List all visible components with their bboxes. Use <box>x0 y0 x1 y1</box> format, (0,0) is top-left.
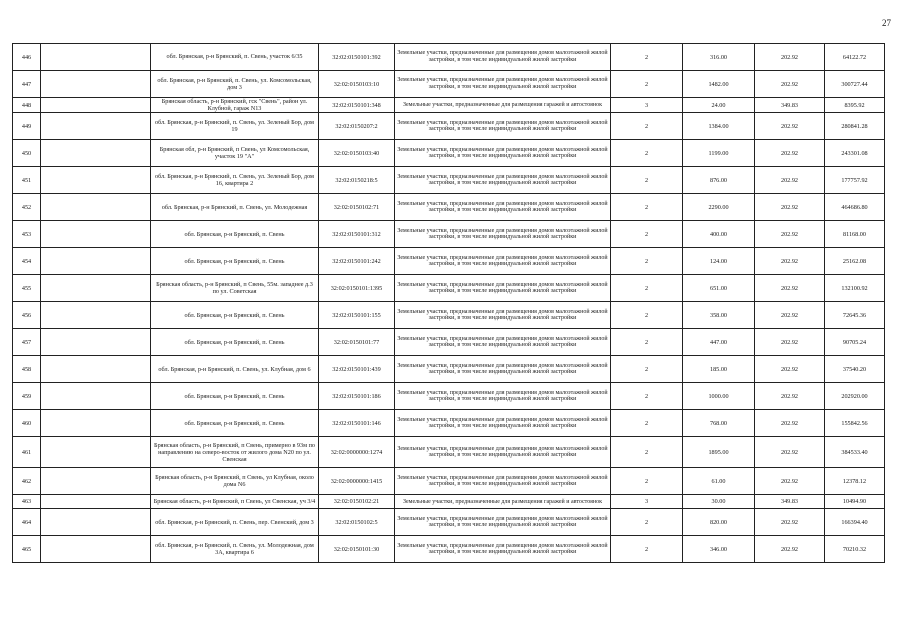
cadastral-value-cell: 70210.32 <box>825 536 885 563</box>
cadastral-value-cell: 202920.00 <box>825 383 885 410</box>
spacer-cell <box>41 509 151 536</box>
land-use-cell: Земельные участки, предназначенные для размещения домов малоэтажной жилой застройки, в том числе индивидуальной жилой застройки <box>395 275 611 302</box>
group-cell: 2 <box>611 44 683 71</box>
spacer-cell <box>41 356 151 383</box>
address-cell: обл. Брянская, р-н Брянский, п. Свень <box>151 383 319 410</box>
group-cell: 2 <box>611 509 683 536</box>
area-cell: 651.00 <box>683 275 755 302</box>
row-number-cell: 452 <box>13 194 41 221</box>
area-cell: 447.00 <box>683 329 755 356</box>
table-row <box>13 536 885 563</box>
group-cell: 3 <box>611 495 683 509</box>
row-number-cell: 453 <box>13 221 41 248</box>
spacer-cell <box>41 437 151 468</box>
land-use-cell: Земельные участки, предназначенные для размещения домов малоэтажной жилой застройки, в том числе индивидуальной жилой застройки <box>395 248 611 275</box>
land-use-cell: Земельные участки, предназначенные для размещения домов малоэтажной жилой застройки, в том числе индивидуальной жилой застройки <box>395 383 611 410</box>
land-use-cell: Земельные участки, предназначенные для размещения гаражей и автостоянок <box>395 495 611 509</box>
address-cell: обл. Брянская, р-н Брянский, п. Свень, пер. Свенский, дом 3 <box>151 509 319 536</box>
rate-cell: 202.92 <box>755 113 825 140</box>
cadastral-value-cell: 280841.28 <box>825 113 885 140</box>
area-cell: 61.00 <box>683 468 755 495</box>
spacer-cell <box>41 167 151 194</box>
land-use-cell: Земельные участки, предназначенные для размещения домов малоэтажной жилой застройки, в том числе индивидуальной жилой застройки <box>395 329 611 356</box>
land-use-cell: Земельные участки, предназначенные для размещения домов малоэтажной жилой застройки, в том числе индивидуальной жилой застройки <box>395 113 611 140</box>
group-cell: 2 <box>611 383 683 410</box>
cadastral-number-cell: 32:02:0000000:1415 <box>319 468 395 495</box>
row-number-cell: 457 <box>13 329 41 356</box>
area-cell: 316.00 <box>683 44 755 71</box>
address-cell: обл. Брянская, р-н Брянский, п. Свень, ул. Зеленый Бор, дом 19 <box>151 113 319 140</box>
cadastral-value-cell: 10494.90 <box>825 495 885 509</box>
rate-cell: 202.92 <box>755 167 825 194</box>
cadastral-number-cell: 32:02:0150103:10 <box>319 71 395 98</box>
group-cell: 2 <box>611 468 683 495</box>
table-row <box>13 410 885 437</box>
table-row <box>13 495 885 509</box>
row-number-cell: 459 <box>13 383 41 410</box>
rate-cell: 202.92 <box>755 221 825 248</box>
address-cell: обл. Брянская, р-н Брянский, п. Свень <box>151 329 319 356</box>
spacer-cell <box>41 329 151 356</box>
table-row <box>13 194 885 221</box>
rate-cell: 202.92 <box>755 468 825 495</box>
area-cell: 30.00 <box>683 495 755 509</box>
cadastral-value-cell: 384533.40 <box>825 437 885 468</box>
address-cell: обл. Брянская, р-н Брянский, п. Свень <box>151 410 319 437</box>
table-row <box>13 275 885 302</box>
rate-cell: 202.92 <box>755 194 825 221</box>
group-cell: 2 <box>611 194 683 221</box>
row-number-cell: 461 <box>13 437 41 468</box>
rate-cell: 202.92 <box>755 44 825 71</box>
rate-cell: 202.92 <box>755 140 825 167</box>
address-cell: Брянская область, р-н Брянский, п Свень, 55м. западнее д.3 по ул. Советская <box>151 275 319 302</box>
land-use-cell: Земельные участки, предназначенные для размещения домов малоэтажной жилой застройки, в том числе индивидуальной жилой застройки <box>395 71 611 98</box>
spacer-cell <box>41 98 151 113</box>
land-use-cell: Земельные участки, предназначенные для размещения домов малоэтажной жилой застройки, в том числе индивидуальной жилой застройки <box>395 302 611 329</box>
table-row <box>13 98 885 113</box>
area-cell: 876.00 <box>683 167 755 194</box>
row-number-cell: 465 <box>13 536 41 563</box>
row-number-cell: 454 <box>13 248 41 275</box>
address-cell: обл. Брянская, р-н Брянский, п. Свень, ул. Молодежная, дом 3А, квартира 6 <box>151 536 319 563</box>
cadastral-value-cell: 464686.80 <box>825 194 885 221</box>
group-cell: 2 <box>611 248 683 275</box>
address-cell: Брянская область, р-н Брянский, п Свень, ул Свенская, уч 3/4 <box>151 495 319 509</box>
cadastral-value-cell: 64122.72 <box>825 44 885 71</box>
land-use-cell: Земельные участки, предназначенные для размещения домов малоэтажной жилой застройки, в том числе индивидуальной жилой застройки <box>395 356 611 383</box>
address-cell: Брянская область, р-н Брянский, п Свень, ул Клубная, около дома N6 <box>151 468 319 495</box>
cadastral-value-cell: 37540.20 <box>825 356 885 383</box>
group-cell: 2 <box>611 71 683 98</box>
spacer-cell <box>41 495 151 509</box>
cadastral-number-cell: 32:02:0150101:348 <box>319 98 395 113</box>
group-cell: 2 <box>611 536 683 563</box>
land-use-cell: Земельные участки, предназначенные для размещения домов малоэтажной жилой застройки, в том числе индивидуальной жилой застройки <box>395 437 611 468</box>
area-cell: 820.00 <box>683 509 755 536</box>
area-cell: 358.00 <box>683 302 755 329</box>
group-cell: 2 <box>611 167 683 194</box>
table-row <box>13 248 885 275</box>
row-number-cell: 456 <box>13 302 41 329</box>
address-cell: Брянская обл, р-н Брянский, п Свень, ул Комсомольская, участок 19 "А" <box>151 140 319 167</box>
rate-cell: 202.92 <box>755 410 825 437</box>
rate-cell: 202.92 <box>755 536 825 563</box>
spacer-cell <box>41 410 151 437</box>
table-row <box>13 437 885 468</box>
area-cell: 768.00 <box>683 410 755 437</box>
page-number: 27 <box>882 18 891 28</box>
spacer-cell <box>41 140 151 167</box>
land-use-cell: Земельные участки, предназначенные для размещения домов малоэтажной жилой застройки, в том числе индивидуальной жилой застройки <box>395 44 611 71</box>
land-use-cell: Земельные участки, предназначенные для размещения гаражей и автостоянок <box>395 98 611 113</box>
cadastral-value-cell: 155842.56 <box>825 410 885 437</box>
area-cell: 1482.00 <box>683 71 755 98</box>
area-cell: 185.00 <box>683 356 755 383</box>
row-number-cell: 449 <box>13 113 41 140</box>
land-register-table <box>12 43 885 563</box>
table-row <box>13 468 885 495</box>
row-number-cell: 448 <box>13 98 41 113</box>
spacer-cell <box>41 302 151 329</box>
cadastral-number-cell: 32:02:0150101:392 <box>319 44 395 71</box>
area-cell: 1199.00 <box>683 140 755 167</box>
cadastral-value-cell: 243301.08 <box>825 140 885 167</box>
address-cell: обл. Брянская, р-н Брянский, п. Свень, ул. Зеленый Бор, дом 16, квартира 2 <box>151 167 319 194</box>
row-number-cell: 463 <box>13 495 41 509</box>
table-body <box>13 44 885 563</box>
area-cell: 346.00 <box>683 536 755 563</box>
cadastral-value-cell: 177757.92 <box>825 167 885 194</box>
group-cell: 2 <box>611 302 683 329</box>
address-cell: обл. Брянская, р-н Брянский, п. Свень, ул. Молодежная <box>151 194 319 221</box>
land-use-cell: Земельные участки, предназначенные для размещения домов малоэтажной жилой застройки, в том числе индивидуальной жилой застройки <box>395 221 611 248</box>
spacer-cell <box>41 113 151 140</box>
row-number-cell: 462 <box>13 468 41 495</box>
group-cell: 2 <box>611 221 683 248</box>
spacer-cell <box>41 44 151 71</box>
cadastral-number-cell: 32:02:0150218:5 <box>319 167 395 194</box>
land-use-cell: Земельные участки, предназначенные для размещения домов малоэтажной жилой застройки, в том числе индивидуальной жилой застройки <box>395 140 611 167</box>
row-number-cell: 447 <box>13 71 41 98</box>
table-row <box>13 113 885 140</box>
land-use-cell: Земельные участки, предназначенные для размещения домов малоэтажной жилой застройки, в том числе индивидуальной жилой застройки <box>395 167 611 194</box>
address-cell: обл. Брянская, р-н Брянский, п. Свень <box>151 221 319 248</box>
table-row <box>13 302 885 329</box>
cadastral-value-cell: 81168.00 <box>825 221 885 248</box>
cadastral-number-cell: 32:02:0150101:30 <box>319 536 395 563</box>
cadastral-number-cell: 32:02:0150102:5 <box>319 509 395 536</box>
rate-cell: 349.83 <box>755 98 825 113</box>
cadastral-number-cell: 32:02:0150103:40 <box>319 140 395 167</box>
cadastral-number-cell: 32:02:0150101:242 <box>319 248 395 275</box>
land-use-cell: Земельные участки, предназначенные для размещения домов малоэтажной жилой застройки, в том числе индивидуальной жилой застройки <box>395 410 611 437</box>
land-use-cell: Земельные участки, предназначенные для размещения домов малоэтажной жилой застройки, в том числе индивидуальной жилой застройки <box>395 194 611 221</box>
spacer-cell <box>41 468 151 495</box>
row-number-cell: 460 <box>13 410 41 437</box>
cadastral-number-cell: 32:02:0150101:439 <box>319 356 395 383</box>
area-cell: 400.00 <box>683 221 755 248</box>
cadastral-number-cell: 32:02:0150101:146 <box>319 410 395 437</box>
spacer-cell <box>41 383 151 410</box>
spacer-cell <box>41 194 151 221</box>
address-cell: обл. Брянская, р-н Брянский, п. Свень, участок 6/35 <box>151 44 319 71</box>
table-row <box>13 356 885 383</box>
cadastral-number-cell: 32:02:0000000:1274 <box>319 437 395 468</box>
address-cell: Брянская область, р-н Брянский, гск "Свень", район ул. Клубной, гараж N13 <box>151 98 319 113</box>
area-cell: 24.00 <box>683 98 755 113</box>
spacer-cell <box>41 221 151 248</box>
rate-cell: 202.92 <box>755 356 825 383</box>
rate-cell: 202.92 <box>755 302 825 329</box>
rate-cell: 349.83 <box>755 495 825 509</box>
area-cell: 1895.00 <box>683 437 755 468</box>
address-cell: обл. Брянская, р-н Брянский, п. Свень <box>151 302 319 329</box>
address-cell: обл. Брянская, р-н Брянский, п. Свень, ул. Комсомольская, дом 3 <box>151 71 319 98</box>
cadastral-value-cell: 132100.92 <box>825 275 885 302</box>
spacer-cell <box>41 536 151 563</box>
group-cell: 2 <box>611 140 683 167</box>
group-cell: 2 <box>611 329 683 356</box>
cadastral-value-cell: 72645.36 <box>825 302 885 329</box>
group-cell: 2 <box>611 410 683 437</box>
cadastral-value-cell: 166394.40 <box>825 509 885 536</box>
cadastral-value-cell: 90705.24 <box>825 329 885 356</box>
table-row <box>13 44 885 71</box>
spacer-cell <box>41 248 151 275</box>
area-cell: 2290.00 <box>683 194 755 221</box>
rate-cell: 202.92 <box>755 329 825 356</box>
group-cell: 2 <box>611 113 683 140</box>
group-cell: 3 <box>611 98 683 113</box>
cadastral-number-cell: 32:02:0150101:186 <box>319 383 395 410</box>
spacer-cell <box>41 275 151 302</box>
cadastral-number-cell: 32:02:0150102:21 <box>319 495 395 509</box>
cadastral-number-cell: 32:02:0150207:2 <box>319 113 395 140</box>
table-row <box>13 167 885 194</box>
rate-cell: 202.92 <box>755 383 825 410</box>
land-use-cell: Земельные участки, предназначенные для размещения домов малоэтажной жилой застройки, в том числе индивидуальной жилой застройки <box>395 536 611 563</box>
cadastral-value-cell: 300727.44 <box>825 71 885 98</box>
group-cell: 2 <box>611 437 683 468</box>
group-cell: 2 <box>611 275 683 302</box>
area-cell: 124.00 <box>683 248 755 275</box>
address-cell: Брянская область, р-н Брянский, п Свень, примерно в 93м по направлению на северо-восток от жилого дома N20 по ул. Свенская <box>151 437 319 468</box>
rate-cell: 202.92 <box>755 437 825 468</box>
rate-cell: 202.92 <box>755 275 825 302</box>
table-row <box>13 383 885 410</box>
address-cell: обл. Брянская, р-н Брянский, п. Свень, ул. Клубная, дом 6 <box>151 356 319 383</box>
area-cell: 1000.00 <box>683 383 755 410</box>
rate-cell: 202.92 <box>755 248 825 275</box>
cadastral-number-cell: 32:02:0150101:312 <box>319 221 395 248</box>
cadastral-value-cell: 8395.92 <box>825 98 885 113</box>
table-row <box>13 140 885 167</box>
address-cell: обл. Брянская, р-н Брянский, п. Свень <box>151 248 319 275</box>
rate-cell: 202.92 <box>755 509 825 536</box>
row-number-cell: 450 <box>13 140 41 167</box>
spacer-cell <box>41 71 151 98</box>
table-row <box>13 71 885 98</box>
table-row <box>13 509 885 536</box>
cadastral-number-cell: 32:02:0150102:71 <box>319 194 395 221</box>
cadastral-number-cell: 32:02:0150101:77 <box>319 329 395 356</box>
row-number-cell: 458 <box>13 356 41 383</box>
table-row <box>13 329 885 356</box>
row-number-cell: 464 <box>13 509 41 536</box>
land-use-cell: Земельные участки, предназначенные для размещения домов малоэтажной жилой застройки, в том числе индивидуальной жилой застройки <box>395 468 611 495</box>
land-use-cell: Земельные участки, предназначенные для размещения домов малоэтажной жилой застройки, в том числе индивидуальной жилой застройки <box>395 509 611 536</box>
table-row <box>13 221 885 248</box>
cadastral-number-cell: 32:02:0150101:155 <box>319 302 395 329</box>
cadastral-number-cell: 32:02:0150101:1395 <box>319 275 395 302</box>
row-number-cell: 446 <box>13 44 41 71</box>
row-number-cell: 451 <box>13 167 41 194</box>
row-number-cell: 455 <box>13 275 41 302</box>
cadastral-value-cell: 25162.08 <box>825 248 885 275</box>
group-cell: 2 <box>611 356 683 383</box>
area-cell: 1384.00 <box>683 113 755 140</box>
rate-cell: 202.92 <box>755 71 825 98</box>
cadastral-value-cell: 12378.12 <box>825 468 885 495</box>
